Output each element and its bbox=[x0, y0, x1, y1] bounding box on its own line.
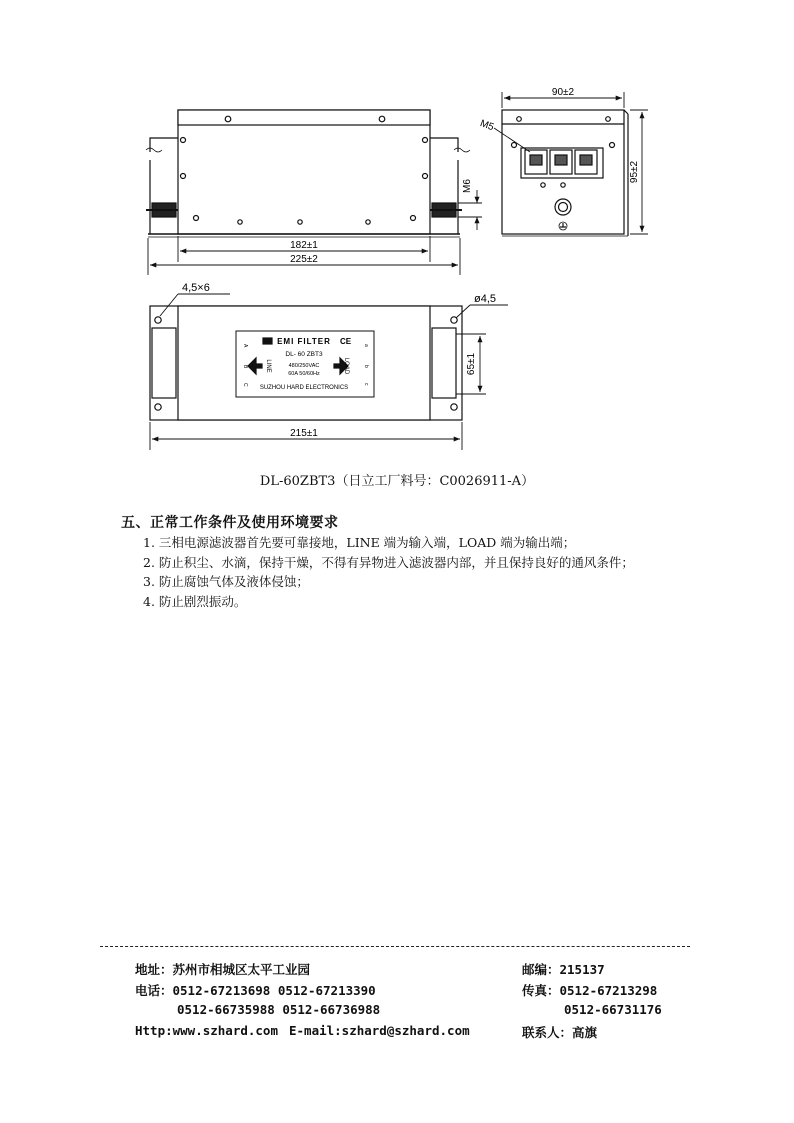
dim-end-height: 95±2 bbox=[629, 160, 640, 184]
footer-postcode: 邮编：215137 bbox=[522, 962, 605, 977]
footer-address: 地址：苏州市相城区太平工业园 bbox=[135, 962, 311, 977]
dim-end-width: 90±2 bbox=[551, 87, 575, 98]
requirements-list bbox=[143, 533, 634, 611]
label-m6: M6 bbox=[462, 179, 473, 193]
dim-hole-diameter: ø4,5 bbox=[474, 293, 497, 305]
nameplate-maker: SUZHOU HARD ELECTRONICS bbox=[259, 385, 349, 391]
nameplate-voltage: 480/250VAC bbox=[288, 363, 320, 369]
footer-phone-2: 0512-66735988 0512-66736988 bbox=[177, 1002, 381, 1017]
nameplate-model: DL- 60 ZBT3 bbox=[285, 351, 323, 358]
footer-contact: 联系人：高旗 bbox=[522, 1025, 598, 1040]
footer-phone: 电话：0512-67213698 0512-67213390 bbox=[135, 983, 376, 998]
dim-bottom-width: 65±1 bbox=[466, 352, 477, 376]
nameplate-rating: 60A 50/60Hz bbox=[288, 371, 320, 377]
technical-drawing bbox=[0, 0, 794, 460]
requirement-item: 1. 三相电源滤波器首先要可靠接地，LINE 端为输入端，LOAD 端为输出端； bbox=[143, 535, 576, 550]
nameplate-title: EMI FILTER bbox=[277, 337, 331, 346]
footer-fax: 传真：0512-67213298 bbox=[522, 983, 658, 998]
footer-fax-2: 0512-66731176 bbox=[564, 1002, 662, 1017]
dim-hole-spec: 4,5×6 bbox=[182, 282, 210, 294]
section-title: 五、正常工作条件及使用环境要求 bbox=[121, 515, 339, 531]
terminal-left-b: B bbox=[242, 365, 248, 369]
terminal-left-a: A bbox=[242, 344, 248, 348]
terminal-right-c: c bbox=[363, 383, 369, 386]
requirement-item: 4. 防止剧烈振动。 bbox=[143, 593, 247, 609]
nameplate-line: LINE bbox=[265, 359, 271, 373]
terminal-right-a: a bbox=[363, 344, 369, 347]
dim-mounting-length: 182±1 bbox=[290, 240, 318, 251]
end-view bbox=[502, 110, 628, 236]
nameplate-ce: CE bbox=[340, 337, 352, 346]
front-view bbox=[146, 110, 470, 237]
requirement-item: 3. 防止腐蚀气体及液体侵蚀； bbox=[143, 574, 309, 589]
terminal-left-c: C bbox=[242, 383, 248, 387]
figure-caption: DL-60ZBT3（日立工厂料号：C0026911-A） bbox=[259, 474, 535, 489]
footer-divider bbox=[100, 946, 690, 947]
footer-email[interactable]: E-mail:szhard@szhard.com bbox=[289, 1023, 470, 1038]
requirement-item: 2. 防止积尘、水滴，保持干燥，不得有异物进入滤波器内部，并且保持良好的通风条件； bbox=[143, 554, 634, 570]
terminal-right-b: b bbox=[363, 365, 369, 368]
dim-total-length: 225±2 bbox=[290, 254, 318, 265]
footer-website[interactable]: Http:www.szhard.com bbox=[135, 1023, 278, 1038]
dim-bottom-length: 215±1 bbox=[290, 428, 318, 439]
label-m5: M5 bbox=[478, 118, 496, 134]
nameplate-load: LOAD bbox=[343, 357, 349, 375]
